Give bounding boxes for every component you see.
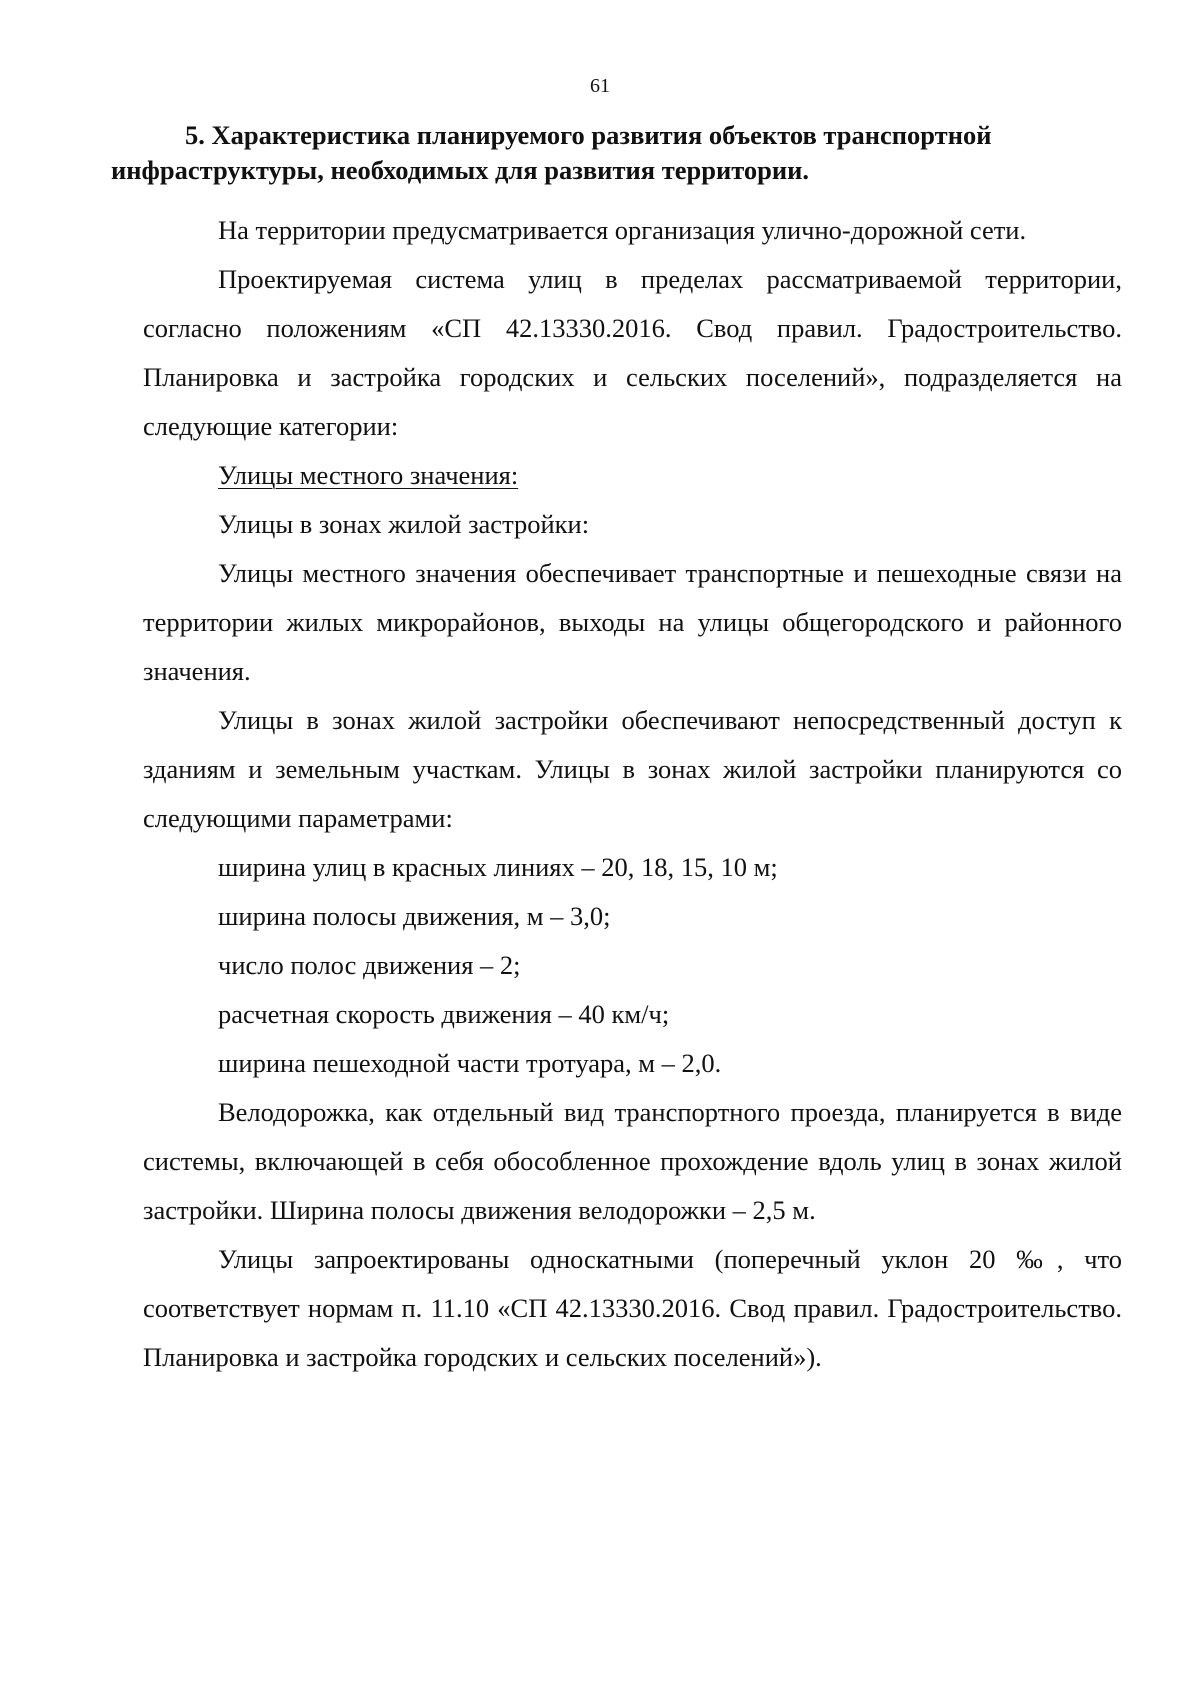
paragraph-street-categories: Проектируемая система улиц в пределах рассматриваемой территории, согласно положениям «СП 42.13330.2016. Свод правил. Градостроительство. Планировка и застройка городских и сельских поселений», подразделяется на следующие категории: <box>143 264 1122 441</box>
parameter-sidewalk-width: ширина пешеходной части тротуара, м – 2,0. <box>218 1048 722 1078</box>
parameter-design-speed: расчетная скорость движения – 40 км/ч; <box>218 999 670 1029</box>
parameter-lane-count: число полос движения – 2; <box>218 950 521 980</box>
paragraph-local-streets-title <box>143 451 1122 500</box>
document-body <box>143 206 1122 1382</box>
parameter-red-lines-width: ширина улиц в красных линиях – 20, 18, 15, 10 м; <box>218 852 778 882</box>
parameter-lane-width: ширина полосы движения, м – 3,0; <box>218 901 611 931</box>
paragraph-residential-streets-description: Улицы в зонах жилой застройки обеспечивают непосредственный доступ к зданиям и земельным участкам. Улицы в зонах жилой застройки планируются со следующими параметрами: <box>143 705 1122 833</box>
local-streets-title: Улицы местного значения: <box>218 460 519 490</box>
page-number: 61 <box>590 75 610 97</box>
paragraph-street-network: На территории предусматривается организация улично-дорожной сети. <box>218 215 1027 245</box>
section-heading: 5. Характеристика планируемого развития объектов транспортной инфраструктуры, необходимых для развития территории. <box>111 120 992 185</box>
paragraph-local-streets-description: Улицы местного значения обеспечивает транспортные и пешеходные связи на территории жилых микрорайонов, выходы на улицы общегородского и районного значения. <box>143 558 1122 686</box>
paragraph-bicycle-path: Велодорожка, как отдельный вид транспортного проезда, планируется в виде системы, включающей в себя обособленное прохождение вдоль улиц в зонах жилой застройки. Ширина полосы движения велодорожки – 2,5 м. <box>143 1097 1122 1225</box>
paragraph-residential-streets-title: Улицы в зонах жилой застройки: <box>218 509 590 539</box>
paragraph-cross-slope: Улицы запроектированы односкатными (поперечный уклон 20 ‰, что соответствует нормам п. 11.10 «СП 42.13330.2016. Свод правил. Градостроительство. Планировка и застройка городских и сельских поселений»). <box>143 1244 1122 1372</box>
